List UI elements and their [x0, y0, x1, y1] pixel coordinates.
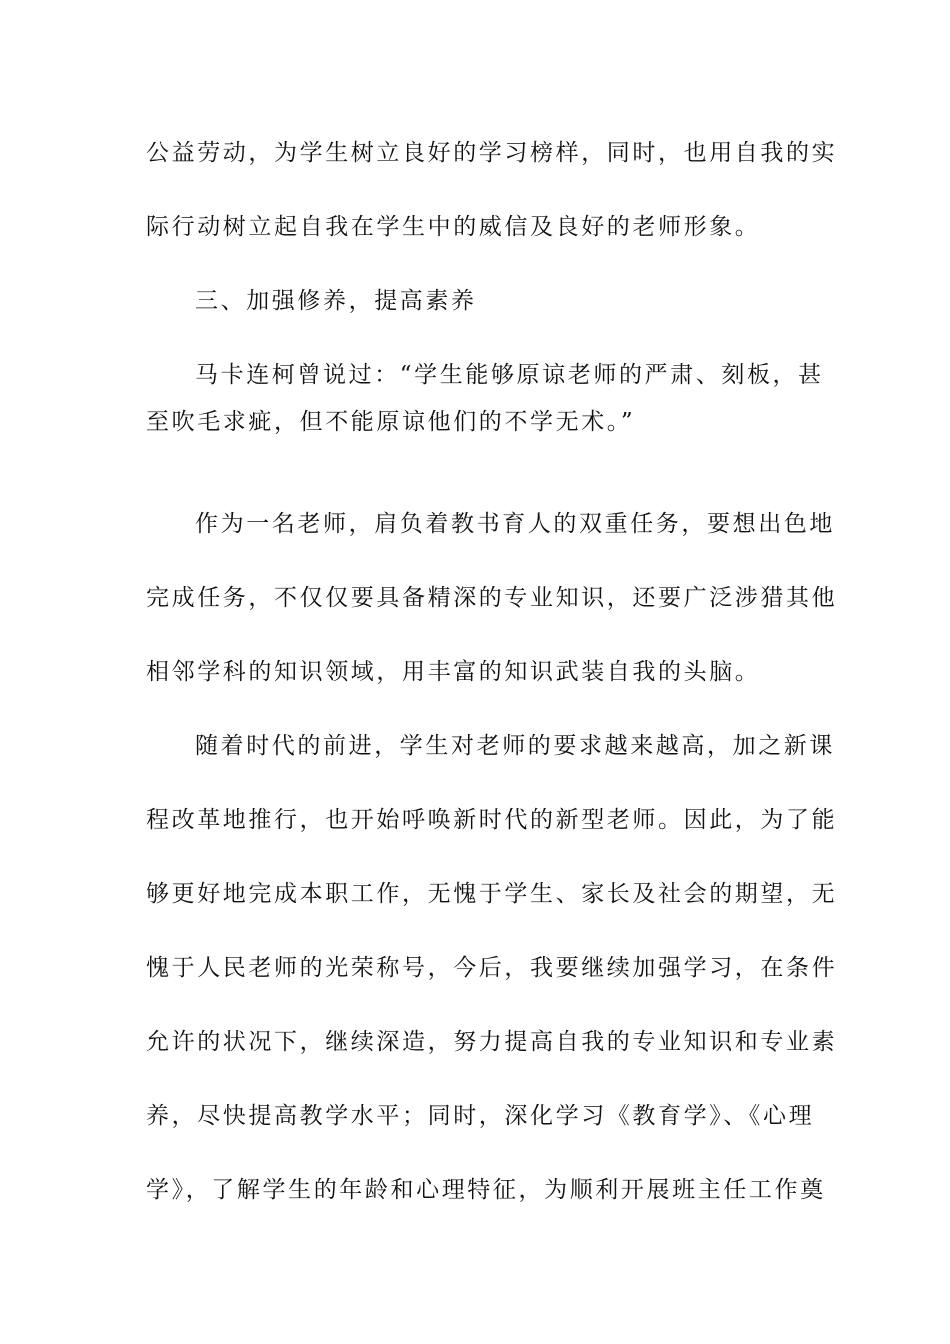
text-line: 马卡连柯曾说过：“学生能够原谅老师的严肃、刻板，甚 — [195, 362, 824, 388]
section-heading: 三、加强修养，提高素养 — [195, 288, 477, 314]
text-line: 至吹毛求疵，但不能原谅他们的不学无术。” — [146, 409, 636, 435]
text-line: 完成任务，不仅仅要具备精深的专业知识，还要广泛涉猎其他 — [146, 585, 838, 611]
text-line: 够更好地完成本职工作，无愧于学生、家长及社会的期望，无 — [146, 881, 838, 907]
text-line: 相邻学科的知识领域，用丰富的知识武装自我的头脑。 — [146, 659, 761, 685]
text-line: 际行动树立起自我在学生中的威信及良好的老师形象。 — [146, 214, 761, 240]
text-line: 愧于人民老师的光荣称号，今后，我要继续加强学习，在条件 — [146, 955, 838, 981]
text-line: 作为一名老师，肩负着教书育人的双重任务，要想出色地 — [195, 511, 835, 537]
text-line: 程改革地推行，也开始呼唤新时代的新型老师。因此，为了能 — [146, 807, 838, 833]
text-line: 学》，了解学生的年龄和心理特征，为顺利开展班主任工作奠 — [146, 1177, 826, 1203]
text-line: 养，尽快提高教学水平；同时，深化学习《教育学》、《心理 — [146, 1103, 815, 1129]
text-line: 随着时代的前进，学生对老师的要求越来越高，加之新课 — [195, 733, 835, 759]
text-line: 允许的状况下，继续深造，努力提高自我的专业知识和专业素 — [146, 1029, 838, 1055]
text-line: 公益劳动，为学生树立良好的学习榜样，同时，也用自我的实 — [146, 140, 838, 166]
